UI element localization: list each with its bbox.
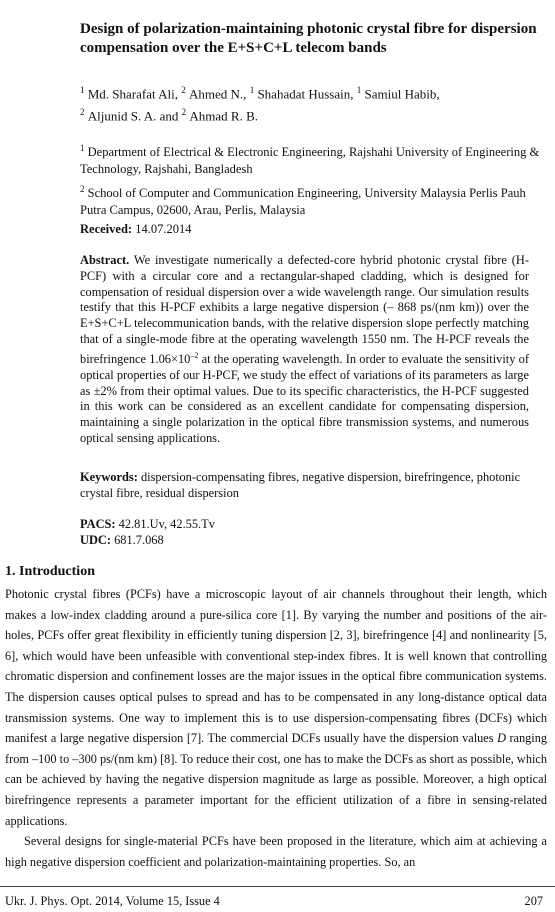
received-date: 14.07.2014 (135, 222, 192, 236)
author-name: Ahmed N., (189, 86, 247, 102)
author-name: Shahadat Hussain, (257, 86, 354, 102)
affiliation-item (80, 181, 540, 219)
author-sup: 1 (80, 85, 85, 95)
keywords-label: Keywords: (80, 470, 138, 484)
affiliation-text: Department of Electrical & Electronic Engineering, Rajshahi University of Engineering & Technology, Rajshahi, Bangladesh (80, 145, 540, 177)
author-name: Aljunid S. A. and (87, 108, 179, 124)
author-sup: 1 (356, 85, 362, 95)
affiliation-text: School of Computer and Communication Engineering, University Malaysia Perlis Pauh Putra Campus, 02600, Arau, Perlis, Malaysia (80, 186, 526, 218)
footer-divider (0, 886, 555, 887)
abstract-label: Abstract. (80, 253, 130, 267)
intro-paragraph (5, 584, 547, 831)
abstract-text: We investigate numerically a defected-core hybrid photonic crystal fibre (H-PCF) with a circular core and a rectangular-shaped cladding, which is designed for compensation of residual dispersion over a wide wavelength range. Our simulation results testify that this H-PCF exhibits a large negative dispersion (– 868 ps/(nm km)) over the E+S+C+L telecommunication bands, with the relative dispersion slope perfectly matching that of a single-mode fibre at the operating wavelength 1550 nm. The H-PCF reveals the birefringence 1.06×10 (80, 253, 530, 366)
author-name: Ahmad R. B. (189, 108, 259, 124)
intro-paragraph: Several designs for single-material PCFs have been proposed in the literature, which aim at achieving a high negative dispersion coefficient and polarization-maintaining properties. So, an (5, 834, 547, 869)
author-name: Samiul Habib, (364, 86, 440, 102)
author-list (80, 81, 540, 126)
affiliations (80, 140, 540, 222)
affiliation-sup: 2 (80, 184, 85, 195)
author-sup: 1 (249, 85, 255, 95)
udc-label: UDC: (80, 533, 111, 547)
author-sup: 2 (80, 107, 85, 118)
journal-footer: Ukr. J. Phys. Opt. 2014, Volume 15, Issue 4 (5, 894, 220, 908)
affiliation-item (80, 140, 540, 178)
author-name: Md. Sharafat Ali, (87, 86, 179, 102)
section-heading: 1. Introduction (5, 564, 95, 579)
intro-text: Photonic crystal fibres (PCFs) have a microscopic layout of air channels throughout their length, which makes a low-index cladding around a pure-silica core [1]. By varying the number and positions of the air-holes, PCFs offer great flexibility in efficiently tuning dispersion [2, 3], birefringence [4] and nonlinearity [5, 6], which would have been unfeasible with conventional step-index fibres. It is well known that controlling chromatic dispersion and confinement losses are the major issues in the optical fibre communication systems. The dispersion causes optical pulses to spread and has to be compensated in any long-distance optical data transmission systems. One way to implement this is to use dispersion-compensating fibres (DCFs) which manifest a large negative dispersion [7]. The commercial DCFs usually have the dispersion values (5, 587, 547, 746)
abstract-text-continued: at the operating wavelength. In order to evaluate the sensitivity of optical properties of our H-PCF, we study the effect of variations of its parameters as large as ±2% from their optimal values. Due to its specific characteristics, the H-PCF suggested in this work can be considered as an excellent candidate for compensating dispersion, maintaining a single polarization in the optical fibre transmission systems, and numerous optical sensing applications. (80, 351, 529, 445)
intro-text-continued: ranging from –100 to –300 ps/(nm km) [8]. To reduce their cost, one has to make the DCFs as short as possible, which can be achieved by having the negative dispersion magnitude as large as possible. Moreover, a high optical birefringence represents a parameter important for the efficient utilization of a fibre in sensing-related applications. (5, 731, 548, 828)
author-sup: 2 (181, 85, 186, 95)
keywords (80, 469, 529, 501)
pacs-value: 42.81.Uv, 42.55.Tv (118, 517, 215, 531)
udc-value: 681.7.068 (114, 533, 164, 547)
pacs-label: PACS: (80, 517, 116, 531)
paper-title: Design of polarization-maintaining photonic crystal fibre for dispersion compensation over the E+S+C+L telecom bands (80, 21, 537, 56)
introduction-body (5, 584, 547, 872)
abstract (80, 253, 529, 447)
author-sup: 2 (181, 107, 187, 118)
abstract-exponent: –2 (190, 350, 199, 360)
affiliation-sup: 1 (80, 143, 85, 153)
received-line (80, 221, 540, 238)
classification-codes (80, 516, 529, 548)
dispersion-symbol: D (497, 731, 506, 746)
udc-line (80, 532, 529, 548)
keywords-text: dispersion-compensating fibres, negative dispersion, birefringence, photonic crystal fibre, residual dispersion (80, 470, 521, 500)
received-label: Received: (80, 222, 133, 236)
page-number: 207 (524, 894, 543, 908)
pacs-line (80, 516, 529, 532)
